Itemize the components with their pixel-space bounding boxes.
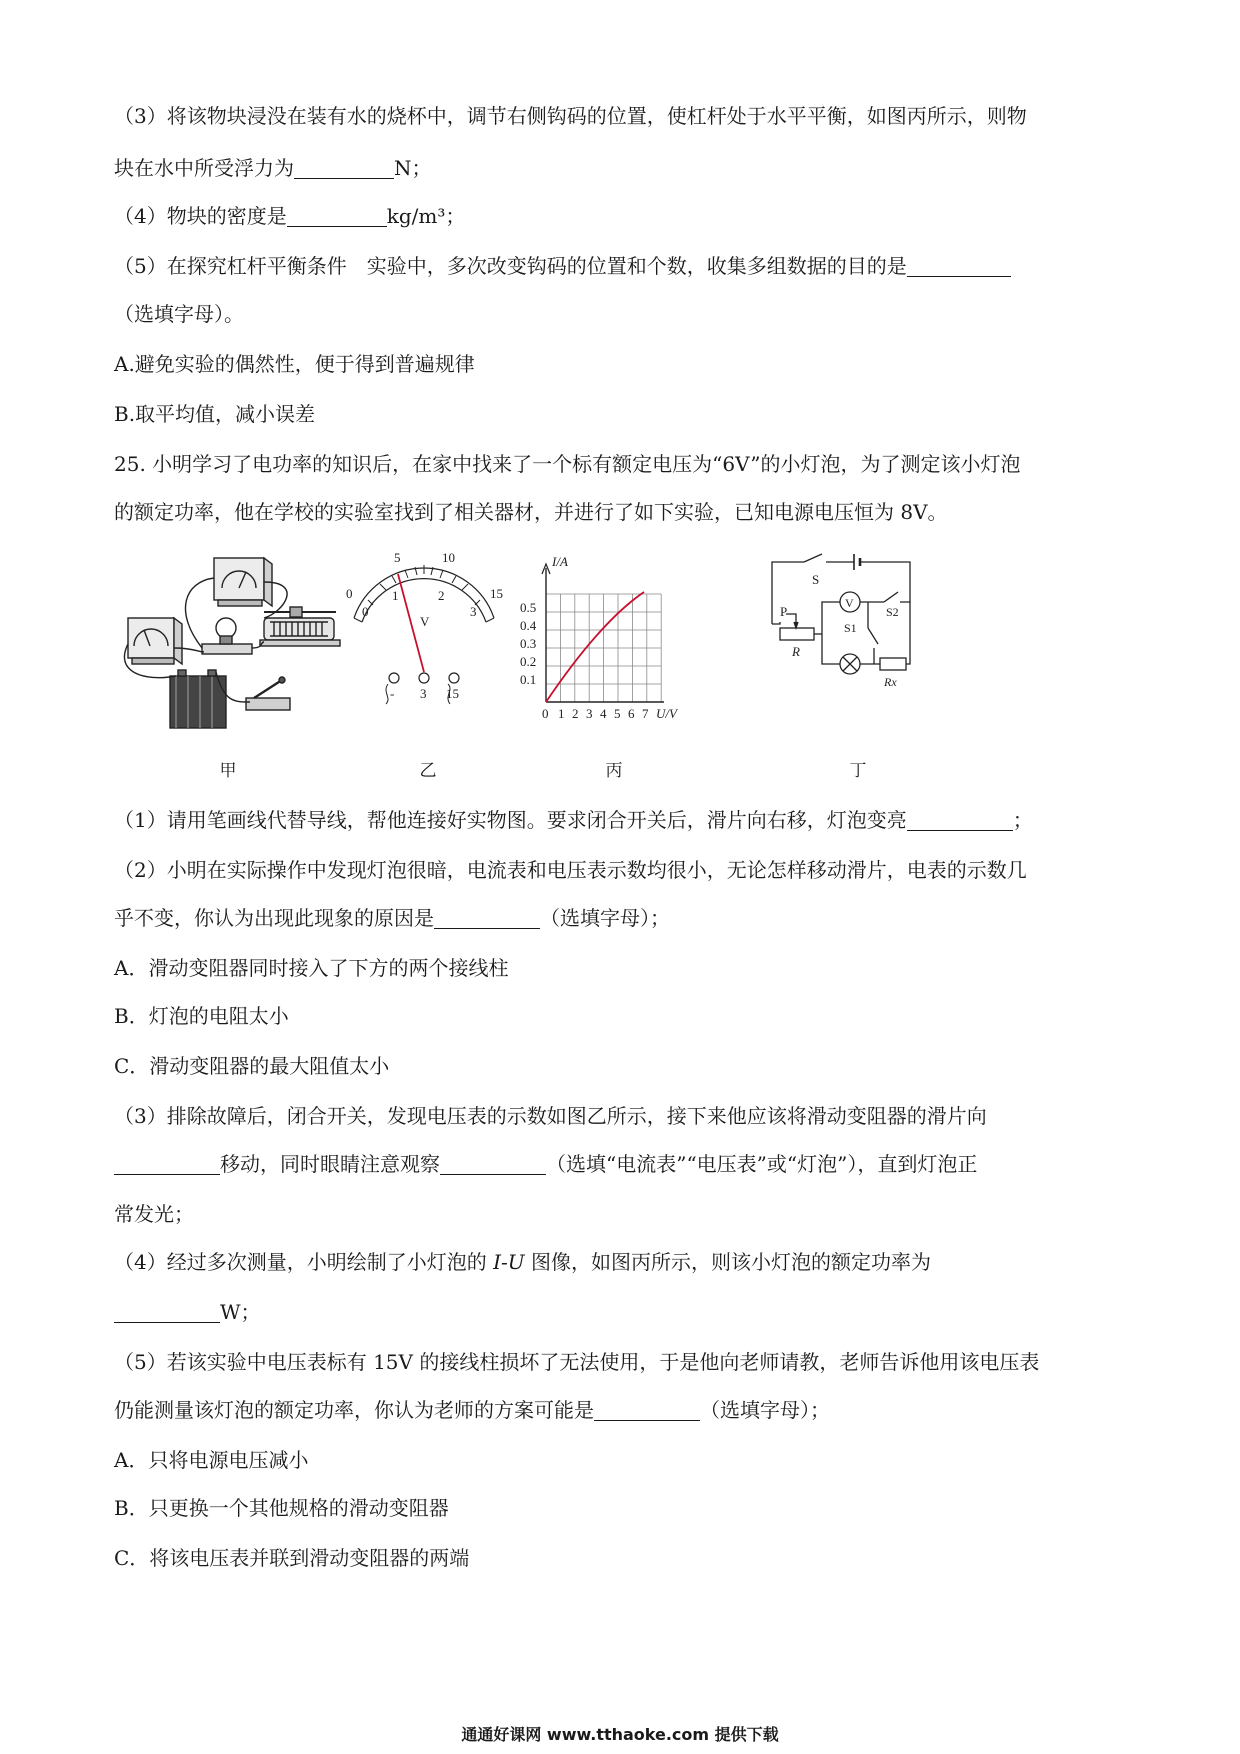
caption-bing: 丙: [605, 761, 623, 781]
q25-part3-text: 移动，同时眼睛注意观察: [220, 1152, 440, 1176]
meter-top-tick: 0: [346, 586, 353, 601]
q25-part1-end: ；: [1012, 808, 1033, 832]
y-tick: 0.3: [520, 636, 537, 651]
q24-part3-unit: N；: [394, 156, 432, 180]
q24-part3-line1: （3）将该物块浸没在装有水的烧杯中，调节右侧钩码的位置，使杠杆处于水平平衡，如图丙所示，则物: [114, 104, 1027, 128]
x-tick: 2: [572, 706, 579, 721]
q25-part5-option-c: C．将该电压表并联到滑动变阻器的两端: [114, 1546, 470, 1570]
x-tick: 7: [642, 706, 649, 721]
q24-part3-line2: [114, 152, 1128, 184]
y-tick: 0.2: [520, 654, 537, 669]
q25-part2-option-c: C．滑动变阻器的最大阻值太小: [114, 1054, 390, 1078]
q25-part3-line1: （3）排除故障后，闭合开关，发现电压表的示数如图乙所示，接下来他应该将滑动变阻器的滑片向: [114, 1104, 987, 1128]
meter-bottom-tick: 0: [362, 604, 369, 619]
answer-blank: [434, 904, 540, 929]
circuit-label: Rx: [884, 675, 897, 689]
answer-blank: [114, 1150, 220, 1175]
meter-terminal: -: [390, 686, 395, 701]
q25-part2-option-b: B．灯泡的电阻太小: [114, 1004, 289, 1028]
circuit-label: S2: [886, 605, 899, 619]
answer-blank: [287, 202, 387, 227]
meter-terminal: 15: [446, 686, 459, 701]
x-tick: 5: [614, 706, 621, 721]
q25-stem-line2: 的额定功率，他在学校的实验室找到了相关器材，并进行了如下实验，已知电源电压恒为 8V。: [114, 500, 948, 524]
circuit-label: R: [792, 644, 800, 659]
q24-option-a: A.避免实验的偶然性，便于得到普遍规律: [114, 352, 475, 376]
q25-part1-line: [114, 804, 1128, 836]
q25-part2-line1: （2）小明在实际操作中发现灯泡很暗，电流表和电压表示数均很小，无论怎样移动滑片，电表的示数几: [114, 858, 1027, 882]
answer-blank: [114, 1298, 220, 1323]
answer-blank: [907, 806, 1013, 831]
meter-bottom-tick: 3: [470, 604, 477, 619]
q25-part5-line1: （5）若该实验中电压表标有 15V 的接线柱损坏了无法使用，于是他向老师请教，老师告诉他用该电压表: [114, 1350, 1040, 1374]
x-tick: 1: [558, 706, 565, 721]
iu-symbol: I-U: [493, 1250, 525, 1274]
q25-part3-text-end: （选填“电流表”“电压表”或“灯泡”），直到灯泡正: [546, 1152, 978, 1176]
meter-terminal: 3: [420, 686, 427, 701]
circuit-label: V: [845, 596, 854, 610]
answer-blank: [294, 154, 394, 179]
q24-part4-unit: kg/m³；: [386, 204, 466, 228]
q25-part3-line3: 常发光；: [114, 1202, 194, 1226]
graph-xlabel: U/V: [656, 706, 677, 721]
x-tick: 0: [542, 706, 549, 721]
meter-bottom-tick: 1: [392, 588, 399, 603]
answer-blank: [594, 1396, 700, 1421]
q24-part4-line: [114, 200, 1128, 232]
q25-part2-line2: [114, 902, 1128, 934]
q25-part4-unit: W；: [220, 1300, 261, 1324]
y-tick: 0.1: [520, 672, 537, 687]
q25-stem-line1: 25. 小明学习了电功率的知识后，在家中找来了一个标有额定电压为“6V”的小灯泡，为了测定该小灯泡: [114, 452, 1021, 476]
y-tick: 0.5: [520, 600, 537, 615]
q25-part1-text: （1）请用笔画线代替导线，帮他连接好实物图。要求闭合开关后，滑片向右移，灯泡变亮: [114, 808, 907, 832]
q25-part2-text: 乎不变，你认为出现此现象的原因是: [114, 906, 434, 930]
meter-unit: V: [420, 614, 430, 629]
q25-part5-option-a: A．只将电源电压减小: [114, 1448, 309, 1472]
caption-jia: 甲: [219, 761, 237, 781]
q25-figures: [114, 552, 974, 792]
figure-jia-apparatus: [114, 552, 344, 752]
answer-blank: [907, 252, 1011, 277]
q25-part5-line2: [114, 1394, 1128, 1426]
figure-bing-iu-graph: [512, 552, 712, 752]
caption-ding: 丁: [849, 761, 867, 781]
meter-top-tick: 15: [490, 586, 503, 601]
graph-ylabel: I/A: [552, 554, 568, 569]
q24-option-b: B.取平均值，减小误差: [114, 402, 316, 426]
q24-part3-text: 块在水中所受浮力为: [114, 156, 294, 180]
q24-part4-text: （4）物块的密度是: [114, 204, 287, 228]
q24-part5-line2: （选填字母）。: [114, 302, 244, 326]
page-footer: 通通好课网 www.tthaoke.com 提供下载: [461, 1725, 779, 1744]
q25-part2-end: （选填字母）；: [540, 906, 670, 930]
figure-ding-circuit: [764, 552, 944, 752]
q25-part5-option-b: B．只更换一个其他规格的滑动变阻器: [114, 1496, 449, 1520]
meter-bottom-tick: 2: [438, 588, 445, 603]
q24-part5-line1: [114, 250, 1128, 282]
q25-part4-text: （4）经过多次测量，小明绘制了小灯泡的: [114, 1250, 494, 1274]
figure-yi-voltmeter: [340, 552, 510, 752]
q24-part5-text: （5）在探究杠杆平衡条件 实验中，多次改变钩码的位置和个数，收集多组数据的目的是: [114, 254, 907, 278]
q25-part3-line2: [114, 1148, 1128, 1180]
circuit-label: S: [812, 572, 820, 587]
q25-part2-option-a: A．滑动变阻器同时接入了下方的两个接线柱: [114, 956, 509, 980]
caption-yi: 乙: [419, 761, 437, 781]
q25-part5-text: 仍能测量该灯泡的额定功率，你认为老师的方案可能是: [114, 1398, 594, 1422]
x-tick: 4: [600, 706, 607, 721]
answer-blank: [440, 1150, 546, 1175]
q25-part5-end: （选填字母）；: [700, 1398, 830, 1422]
q25-part4-text-end: 图像，如图丙所示，则该小灯泡的额定功率为: [524, 1250, 931, 1274]
y-tick: 0.4: [520, 618, 537, 633]
x-tick: 6: [628, 706, 635, 721]
x-tick: 3: [586, 706, 593, 721]
meter-top-tick: 10: [442, 552, 455, 565]
meter-top-tick: 5: [394, 552, 401, 565]
q25-part4-line2: [114, 1296, 1128, 1328]
circuit-label: S1: [844, 621, 857, 635]
q25-part4-line1: [114, 1246, 1128, 1278]
circuit-label: P: [780, 604, 788, 619]
